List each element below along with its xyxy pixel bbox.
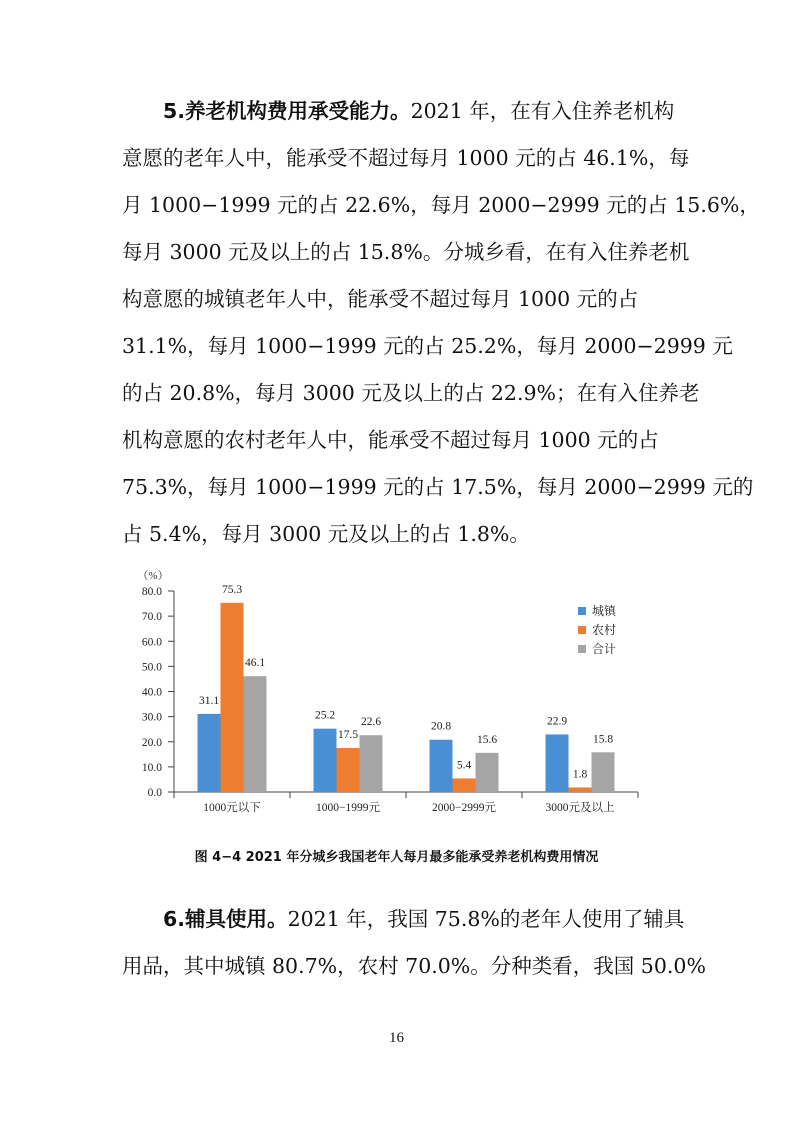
bar-农村 [453,778,476,792]
paragraph-line: 用品，其中城镇 80.7%，农村 70.0%。分种类看，我国 50.0% [122,954,706,978]
y-tick-label: 20.0 [141,736,162,749]
paragraph-line: 机构意愿的农村老年人中，能承受不超过每月 1000 元的占 [122,428,659,452]
legend-swatch-城镇 [578,607,586,615]
data-label: 46.1 [244,657,266,670]
y-tick-label: 60.0 [141,636,162,649]
y-tick-label: 80.0 [141,586,162,598]
paragraph-line: 的占 20.8%，每月 3000 元及以上的占 22.9%；在有入住养老 [122,381,700,405]
bar-城镇 [546,734,569,792]
paragraph-line: 意愿的老年人中，能承受不超过每月 1000 元的占 46.1%，每 [122,146,690,170]
legend-label: 农村 [592,623,617,637]
section-6-paragraph [122,896,706,990]
legend-swatch-农村 [578,626,586,634]
data-label: 20.8 [430,720,452,733]
bar-合计 [476,753,499,792]
data-label: 75.3 [221,583,243,596]
paragraph-line: 6.辅具使用。2021 年，我国 75.8%的老年人使用了辅具 [163,907,685,931]
paragraph-line: 75.3%，每月 1000−1999 元的占 17.5%，每月 2000−2999 元的 [122,475,754,499]
paragraph-line: 占 5.4%，每月 3000 元及以上的占 1.8%。 [122,522,530,546]
y-tick-label: 70.0 [141,611,162,624]
cost-affordability-chart [128,563,664,833]
bar-chart-svg [128,563,664,833]
paragraph-line: 31.1%，每月 1000−1999 元的占 25.2%，每月 2000−2999 元 [122,334,733,358]
data-label: 15.6 [476,733,498,746]
section-5-paragraph [122,88,760,558]
paragraph-line: 每月 3000 元及以上的占 15.8%。分城乡看，在有入住养老机 [122,240,690,264]
legend-label: 合计 [592,642,617,656]
y-tick-label: 30.0 [141,711,162,724]
paragraph-line: 构意愿的城镇老年人中，能承受不超过每月 1000 元的占 [122,287,639,311]
legend-label: 城镇 [592,604,617,618]
y-tick-label: 40.0 [141,686,162,699]
data-label: 15.8 [592,733,614,746]
bar-合计 [592,752,615,792]
data-label: 25.2 [314,709,336,722]
paragraph-line: 月 1000−1999 元的占 22.6%，每月 2000−2999 元的占 15.6%， [122,193,760,217]
y-tick-label: 10.0 [141,761,162,774]
data-label: 22.6 [360,716,382,729]
bar-合计 [360,735,383,792]
data-label: 1.8 [572,768,588,781]
y-tick-label: 50.0 [141,661,162,674]
bar-城镇 [430,740,453,792]
data-label: 22.9 [546,715,568,728]
data-label: 5.4 [456,759,472,772]
bar-城镇 [198,714,221,792]
x-tick-label: 3000元及以上 [545,802,615,814]
section-5-heading: 5.养老机构费用承受能力。 [163,99,411,123]
x-tick-label: 2000−2999元 [432,802,496,814]
x-tick-label: 1000元以下 [203,802,261,814]
bar-农村 [337,748,360,792]
data-label: 17.5 [337,729,359,742]
figure-caption: 图 4−4 2021 年分城乡我国老年人每月最多能承受养老机构费用情况 [194,850,599,865]
bar-农村 [221,603,244,792]
section-6-heading: 6.辅具使用。 [163,907,288,931]
x-tick-label: 1000−1999元 [316,802,380,814]
data-label: 31.1 [198,694,220,707]
paragraph-line: 5.养老机构费用承受能力。2021 年，在有入住养老机构 [163,99,675,123]
y-axis-unit-label: （%） [137,570,169,582]
bar-城镇 [314,729,337,792]
page-number: 16 [389,1030,404,1046]
y-tick-label: 0.0 [147,787,162,799]
legend-swatch-合计 [578,645,586,653]
bar-合计 [244,676,267,792]
bar-农村 [569,787,592,792]
